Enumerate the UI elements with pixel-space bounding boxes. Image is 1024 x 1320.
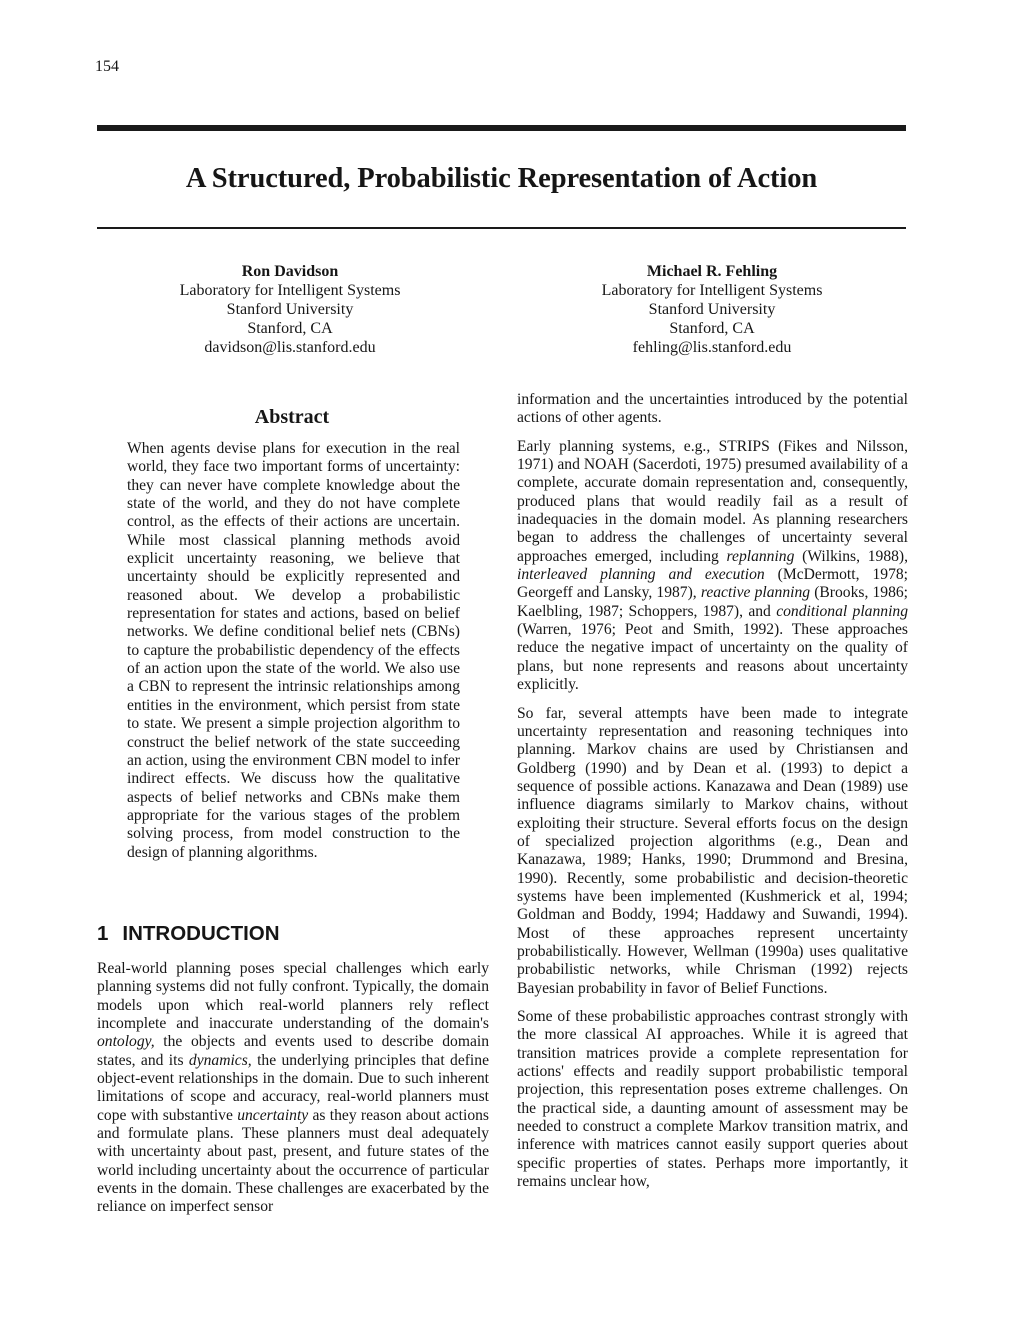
author-block-2 [552, 262, 872, 357]
italic-term: interleaved planning and execution [517, 566, 765, 584]
author-name: Ron Davidson [241, 263, 339, 280]
author-university: Stanford University [648, 301, 776, 318]
abstract-text [127, 440, 460, 862]
body-text: Early planning systems, e.g., STRIPS (Fikes and Nilsson, 1971) and NOAH (Sacerdoti, 1975) presumed availability of a complete, accurate domain representation and, consequently, produced plans that would readily fail as a result of inadequacies in the domain model. As planning researchers began to address the challenges of uncertainty several approaches emerged, including [517, 437, 908, 565]
author-lab: Laboratory for Intelligent Systems [179, 282, 401, 299]
author-email: davidson@lis.stanford.edu [204, 339, 376, 356]
author-email: fehling@lis.stanford.edu [632, 339, 792, 356]
author-location: Stanford, CA [247, 320, 333, 337]
title-rule-top [97, 125, 906, 131]
page-number: 154 [95, 58, 119, 75]
abstract-paragraph: When agents devise plans for execution in the real world, they face two important forms of uncertainty: they can never have complete knowledge about the state of the world, and they do not have complete control, as the effects of their actions are uncertain. While most classical planning methods avoid explicit uncertainty reasoning, we believe that uncertainty should be explicitly represented and reasoned about. We develop a probabilistic representation for states and actions, based on belief networks. We define conditional belief nets (CBNs) to capture the probabilistic dependency of the effects of an action upon the state of the world. We also use a CBN to represent the intrinsic relationships among entities in the environment, which persist from state to state. We present a simple projection algorithm to construct the belief network of the state succeeding an action, using the environment CBN model to infer indirect effects. We discuss how the qualitative aspects of belief networks and CBNs make them appropriate for the various stages of the problem solving process, from model construction to the design of planning algorithms. [127, 440, 460, 861]
intro-text: the objects and events used to describe domain states, and its [97, 1033, 489, 1069]
intro-italic-term: ontology, [97, 1033, 155, 1051]
author-lab: Laboratory for Intelligent Systems [601, 282, 823, 299]
body-text: (McDermott, 1978; Georgeff and Lansky, 1987), [517, 566, 908, 602]
author-name: Michael R. Fehling [646, 263, 778, 280]
italic-term: replanning [726, 547, 795, 565]
paper-title: A Structured, Probabilistic Representation of Action [185, 163, 818, 194]
intro-text: Real-world planning poses special challenges which early planning systems did not fully confront. Typically, the domain models upon which real-world planners rely reflect incomplete and inaccurate understanding of the domain's [97, 960, 489, 1033]
body-text: (Wilkins, 1988), [794, 547, 909, 565]
italic-term: conditional planning [776, 602, 908, 620]
section-number: 1 [97, 922, 109, 945]
author-location: Stanford, CA [669, 320, 755, 337]
author-block-1 [130, 262, 450, 357]
abstract-heading: Abstract [254, 406, 330, 428]
right-paragraph-1: information and the uncertainties introduced by the potential actions of other agents. [517, 391, 908, 427]
italic-term: reactive planning [700, 584, 811, 602]
section-title: INTRODUCTION [122, 922, 280, 945]
title-rule-bottom [97, 227, 906, 229]
right-paragraph-3: So far, several attempts have been made to integrate uncertainty representation and reasoning techniques into planning. Markov chains are used by Christiansen and Goldberg (1990) and by Dean et al. (1993) to depict a sequence of possible actions. Kanazawa and Dean (1989) use influence diagrams similarly to Markov chains, without exploiting their structure. Several efforts focus on the design of specialized projection algorithms (e.g., Dean and Kanazawa, 1989; Hanks, 1990; Drummond and Bresina, 1990). Recently, some probabilistic and decision-theoretic systems have been implemented (Kushmerick et al, 1994; Goldman and Boddy, 1994; Haddawy and Suwandi, 1994). Most of these approaches represent uncertainty probabilistically. However, Wellman (1990a) uses qualitative probabilistic networks, while Chrisman (1992) rejects Bayesian probability in favor of Belief Functions. [517, 704, 908, 997]
body-text: (Warren, 1976; Peot and Smith, 1992). These approaches reduce the negative impact of uncertainty on the quality of plans, but none represents and reasons about uncertainty explicitly. [517, 621, 908, 694]
right-paragraph-2 [517, 438, 908, 695]
right-paragraph-4: Some of these probabilistic approaches contrast strongly with the more classical AI approaches. While it is agreed that transition matrices provide a complete representation for actions' effects and readily support probabilistic temporal projection, this representation poses extreme challenges. On the practical side, a daunting amount of assessment may be needed to construct a complete Markov transition matrix, and inference with matrices cannot easily support queries about specific properties of states. Perhaps more importantly, it remains unclear how, [517, 1008, 908, 1191]
intro-text: as they reason about actions and formulate plans. These planners must deal adequately with uncertainty about past, present, and future states of the world including uncertainty about the occurrence of particular events in the domain. These challenges are exacerbated by the reliance on imperfect sensor [97, 1106, 489, 1216]
intro-italic-term: dynamics, [188, 1051, 252, 1069]
right-column [517, 391, 908, 1191]
intro-text: the underlying principles that define object-event relationships in the domain. Due to such inherent limitations of scope and accuracy, real-world planners must cope with substantive [97, 1051, 489, 1124]
intro-italic-term: uncertainty [237, 1106, 309, 1124]
section-heading [97, 922, 280, 946]
author-university: Stanford University [226, 301, 354, 318]
body-text: (Brooks, 1986; Kaelbling, 1987; Schoppers, 1987), and [517, 584, 908, 620]
intro-paragraph [97, 960, 489, 1217]
intro-left-column [97, 960, 489, 1217]
